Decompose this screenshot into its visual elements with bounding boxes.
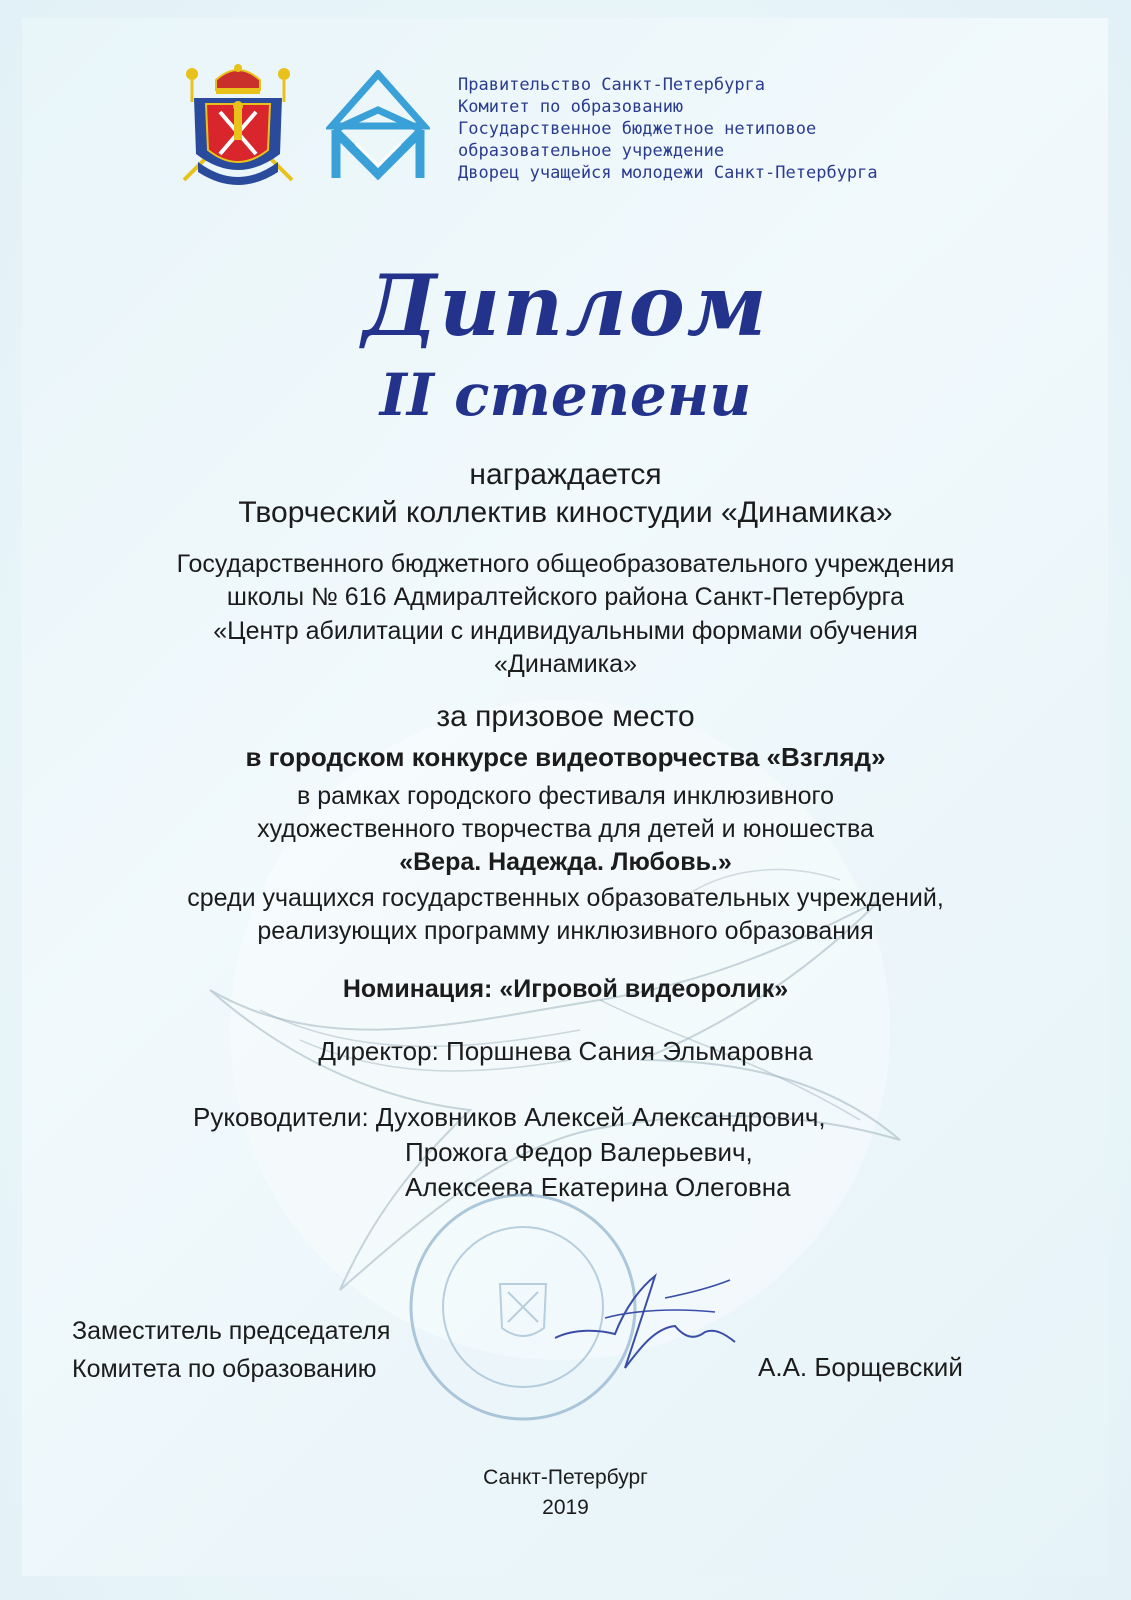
prize-place-text: за призовое место (436, 700, 695, 733)
leader-line-3: Алексеева Екатерина Олеговна (405, 1172, 791, 1202)
organization-header (458, 74, 1078, 184)
signatory-position-line-2: Комитета по образованию (72, 1355, 377, 1383)
signatory-position-line-1: Заместитель председателя (72, 1317, 391, 1345)
festival-line-1: в рамках городского фестиваля инклюзивного (297, 782, 834, 810)
diploma-degree: II степени (379, 361, 752, 429)
recipient-name: Творческий коллектив киностудии «Динамика» (238, 496, 893, 529)
leader-line-1: Руководители: Духовников Алексей Александрович, (193, 1102, 826, 1132)
footer-city: Санкт-Петербург (483, 1466, 648, 1489)
festival-name: «Вера. Надежда. Любовь.» (399, 848, 732, 876)
handwritten-signature-icon (545, 1268, 745, 1378)
contest-name: в городском конкурсе видеотворчества «Взгляд» (245, 742, 886, 772)
header-line-institution-type: Государственное бюджетное нетиповое (458, 119, 817, 139)
header-line-government: Правительство Санкт-Петербурга (458, 75, 766, 95)
footer-year: 2019 (542, 1496, 589, 1519)
participants-line-2: реализующих программу инклюзивного образования (257, 917, 874, 945)
nomination: Номинация: «Игровой видеоролик» (342, 975, 789, 1003)
institution-line-4: «Динамика» (494, 650, 637, 678)
institution-line-2: школы № 616 Адмиралтейского района Санкт-Петербурга (226, 583, 905, 611)
institution-line-3: «Центр абилитации с индивидуальными формами обучения (213, 617, 918, 645)
awarded-text: награждается (469, 458, 662, 491)
festival-line-2: художественного творчества для детей и юношества (257, 815, 874, 843)
header-line-committee: Комитет по образованию (458, 97, 684, 117)
saint-petersburg-emblem-icon (176, 62, 300, 194)
director-line: Директор: Поршнева Сания Эльмаровна (318, 1036, 813, 1066)
header-line-palace: Дворец учащейся молодежи Санкт-Петербурга (458, 163, 878, 183)
signatory-name: А.А. Борщевский (758, 1352, 963, 1382)
leader-line-2: Прожога Федор Валерьевич, (405, 1137, 753, 1167)
signatory-position (72, 1312, 390, 1388)
participants-line-1: среди учащихся государственных образовательных учреждений, (187, 884, 944, 912)
header-line-institution-kind: образовательное учреждение (458, 141, 725, 161)
institution-line-1: Государственного бюджетного общеобразовательного учреждения (176, 550, 955, 578)
youth-palace-logo-icon (326, 70, 430, 184)
diploma-title: Диплом (362, 256, 769, 355)
